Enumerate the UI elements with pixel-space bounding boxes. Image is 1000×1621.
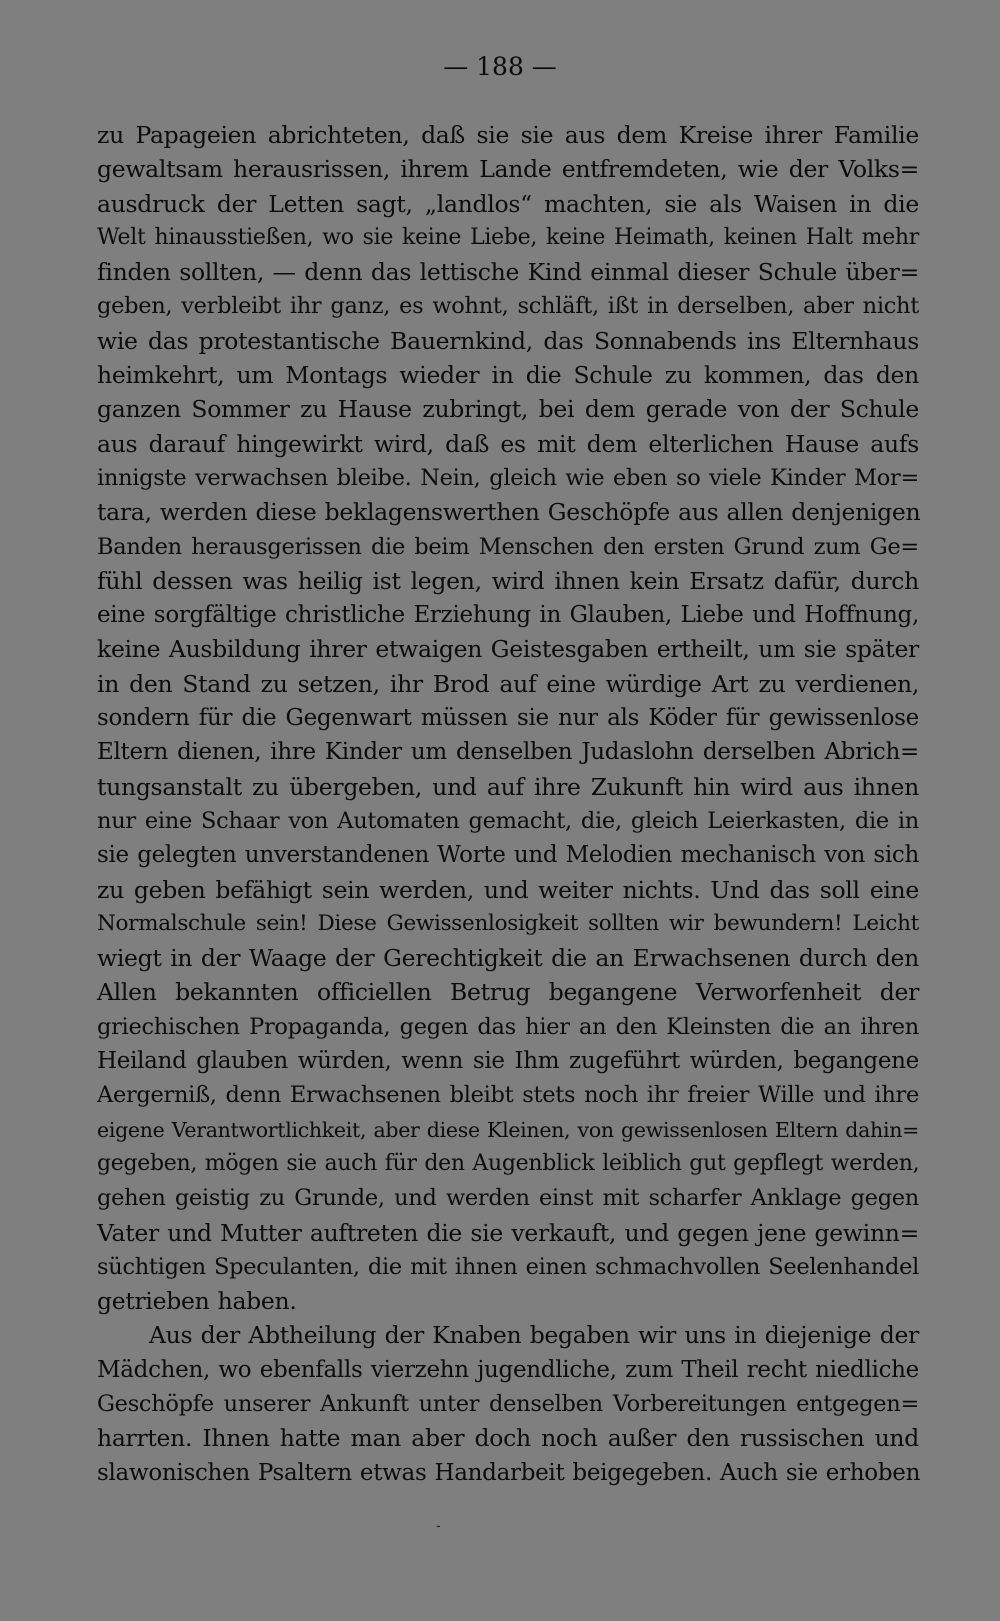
paragraph-start-line: Aus der Abtheilung der Knaben begaben wir uns in diejenige der: [149, 1321, 919, 1350]
text-line: wie das protestantische Bauernkind, das Sonnabends ins Elternhaus: [97, 326, 919, 355]
text-line: wiegt in der Waage der Gerechtigkeit die an Erwachsenen durch den: [97, 944, 919, 973]
text-line: sondern für die Gegenwart müssen sie nur als Köder für gewissenlose: [97, 705, 919, 732]
text-line: fühl dessen was heilig ist legen, wird ihnen kein Ersatz dafür, durch: [97, 566, 919, 595]
text-line: aus darauf hingewirkt wird, daß es mit dem elterlichen Hause aufs: [97, 429, 919, 458]
text-line: nur eine Schaar von Automaten gemacht, die, gleich Leierkasten, die in: [97, 807, 919, 834]
body-text: [97, 118, 919, 1490]
text-line: Mädchen, wo ebenfalls vierzehn jugendliche, zum Theil recht niedliche: [97, 1356, 919, 1383]
text-line: griechischen Propaganda, gegen das hier an den Kleinsten die an ihren: [97, 1013, 919, 1040]
text-line: gehen geistig zu Grunde, und werden einst mit scharfer Anklage gegen: [97, 1185, 919, 1212]
text-line: sie gelegten unverstandenen Worte und Melodien mechanisch von sich: [97, 842, 919, 869]
text-line: eigene Verantwortlichkeit, aber diese Kleinen, von gewissenlosen Eltern dahin=: [97, 1117, 919, 1142]
text-line: innigste verwachsen bleibe. Nein, gleich wie eben so viele Kinder Mor=: [97, 464, 919, 491]
text-line: harrten. Ihnen hatte man aber doch noch außer den russischen und: [97, 1424, 919, 1453]
text-line: finden sollten, — denn das lettische Kind einmal dieser Schule über=: [97, 258, 919, 287]
text-line: gewaltsam herausrissen, ihrem Lande entfremdeten, wie der Volks=: [97, 155, 919, 184]
text-line: Vater und Mutter auftreten die sie verkauft, und gegen jene gewinn=: [97, 1218, 919, 1247]
text-line: ausdruck der Letten sagt, „landlos“ machten, sie als Waisen in die: [97, 189, 919, 218]
text-line: Normalschule sein! Diese Gewissenlosigkeit sollten wir bewundern! Leicht: [97, 910, 919, 936]
text-line: zu Papageien abrichteten, daß sie sie aus dem Kreise ihrer Familie: [97, 121, 919, 149]
bottom-mark: -: [436, 1518, 441, 1534]
text-line: geben, verbleibt ihr ganz, es wohnt, schläft, ißt in derselben, aber nicht: [97, 293, 919, 320]
text-line: tungsanstalt zu übergeben, und auf ihre Zukunft hin wird aus ihnen: [97, 772, 919, 801]
paragraph-end-line: getrieben haben.: [97, 1287, 297, 1316]
text-line: heimkehrt, um Montags wieder in die Schule zu kommen, das den: [97, 361, 919, 390]
text-line: zu geben befähigt sein werden, und weiter nichts. Und das soll eine: [97, 875, 919, 904]
text-line: Eltern dienen, ihre Kinder um denselben Judaslohn derselben Abrich=: [97, 739, 919, 766]
text-line: gegeben, mögen sie auch für den Augenblick leiblich gut gepflegt werden,: [97, 1150, 920, 1176]
text-line: keine Ausbildung ihrer etwaigen Geistesgaben ertheilt, um sie später: [97, 635, 919, 664]
text-line: Welt hinausstießen, wo sie keine Liebe, keine Heimath, keinen Halt mehr: [97, 224, 919, 250]
page-number: — 188 —: [443, 52, 557, 81]
text-line: in den Stand zu setzen, ihr Brod auf eine würdige Art zu verdienen,: [97, 669, 919, 698]
text-line: Geschöpfe unserer Ankunft unter denselben Vorbereitungen entgegen=: [97, 1390, 919, 1417]
text-line: Heiland glauben würden, wenn sie Ihm zugeführt würden, begangene: [97, 1048, 919, 1075]
text-line: Aergerniß, denn Erwachsenen bleibt stets noch ihr freier Wille und ihre: [97, 1082, 919, 1109]
text-line: slawonischen Psaltern etwas Handarbeit beigegeben. Auch sie erhoben: [97, 1459, 921, 1486]
text-line: ganzen Sommer zu Hause zubringt, bei dem gerade von der Schule: [97, 395, 919, 424]
text-line: Allen bekannten officiellen Betrug begangene Verworfenheit der: [97, 978, 919, 1007]
text-line: Banden herausgerissen die beim Menschen den ersten Grund zum Ge=: [97, 533, 919, 560]
text-line: eine sorgfältige christliche Erziehung in Glauben, Liebe und Hoffnung,: [97, 602, 919, 629]
text-line: tara, werden diese beklagenswerthen Geschöpfe aus allen denjenigen: [97, 498, 921, 527]
text-line: süchtigen Speculanten, die mit ihnen einen schmachvollen Seelenhandel: [97, 1253, 919, 1280]
